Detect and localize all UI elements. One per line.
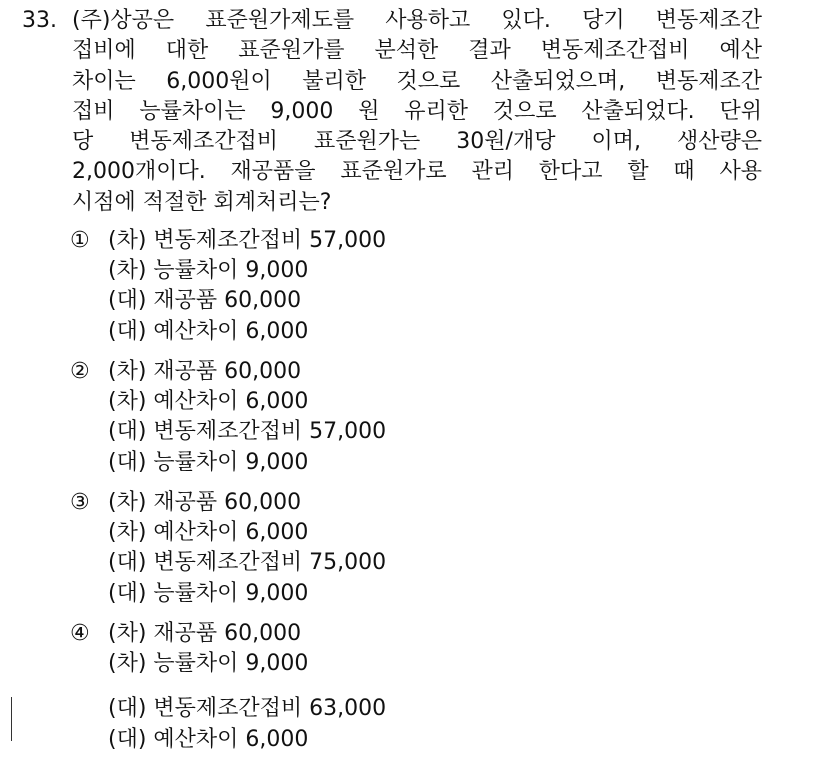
stem-line: 시점에 적절한 회계처리는? xyxy=(72,189,332,215)
option-marker: ① xyxy=(70,228,90,253)
option-marker: ④ xyxy=(70,621,90,646)
stem-line: 당 변동제조간접비 표준원가는 30원/개당 이며, 생산량은 xyxy=(72,129,762,155)
journal-entry: (대) 예산차이 6,000 xyxy=(108,726,309,752)
journal-entry: (대) 능률차이 9,000 xyxy=(108,580,309,606)
journal-entry: (대) 예산차이 6,000 xyxy=(108,318,309,344)
journal-entry: (대) 재공품 60,000 xyxy=(108,288,302,314)
journal-entry: (차) 재공품 60,000 xyxy=(108,490,302,515)
question-number: 33. xyxy=(22,8,57,33)
stem-line: 접비 능률차이는 9,000 원 유리한 것으로 산출되었다. 단위 xyxy=(72,98,762,124)
journal-entry: (차) 재공품 60,000 xyxy=(108,359,302,384)
journal-entry: (대) 능률차이 9,000 xyxy=(108,449,309,475)
stem-line: (주)상공은 표준원가제도를 사용하고 있다. 당기 변동제조간 xyxy=(72,8,762,33)
stem-line: 차이는 6,000원이 불리한 것으로 산출되었으며, 변동제조간 xyxy=(72,68,762,94)
option-marker: ③ xyxy=(70,490,90,515)
stem-line: 접비에 대한 표준원가를 분석한 결과 변동제조간접비 예산 xyxy=(72,38,762,64)
journal-entry: (차) 능률차이 9,000 xyxy=(108,258,309,284)
question-stem xyxy=(72,6,762,218)
journal-entry: (대) 변동제조간접비 57,000 xyxy=(108,419,387,445)
journal-entry: (대) 변동제조간접비 63,000 xyxy=(108,696,387,722)
journal-entry: (차) 변동제조간접비 57,000 xyxy=(108,228,387,253)
journal-entry: (차) 재공품 60,000 xyxy=(108,621,302,646)
journal-entry: (차) 예산차이 6,000 xyxy=(108,520,309,546)
journal-entry: (대) 변동제조간접비 75,000 xyxy=(108,550,387,576)
margin-rule xyxy=(11,697,12,741)
journal-entry: (차) 예산차이 6,000 xyxy=(108,389,309,415)
stem-line: 2,000개이다. 재공품을 표준원가로 관리 한다고 할 때 사용 xyxy=(72,159,762,185)
option-marker: ② xyxy=(70,359,90,384)
journal-entry: (차) 능률차이 9,000 xyxy=(108,651,309,677)
